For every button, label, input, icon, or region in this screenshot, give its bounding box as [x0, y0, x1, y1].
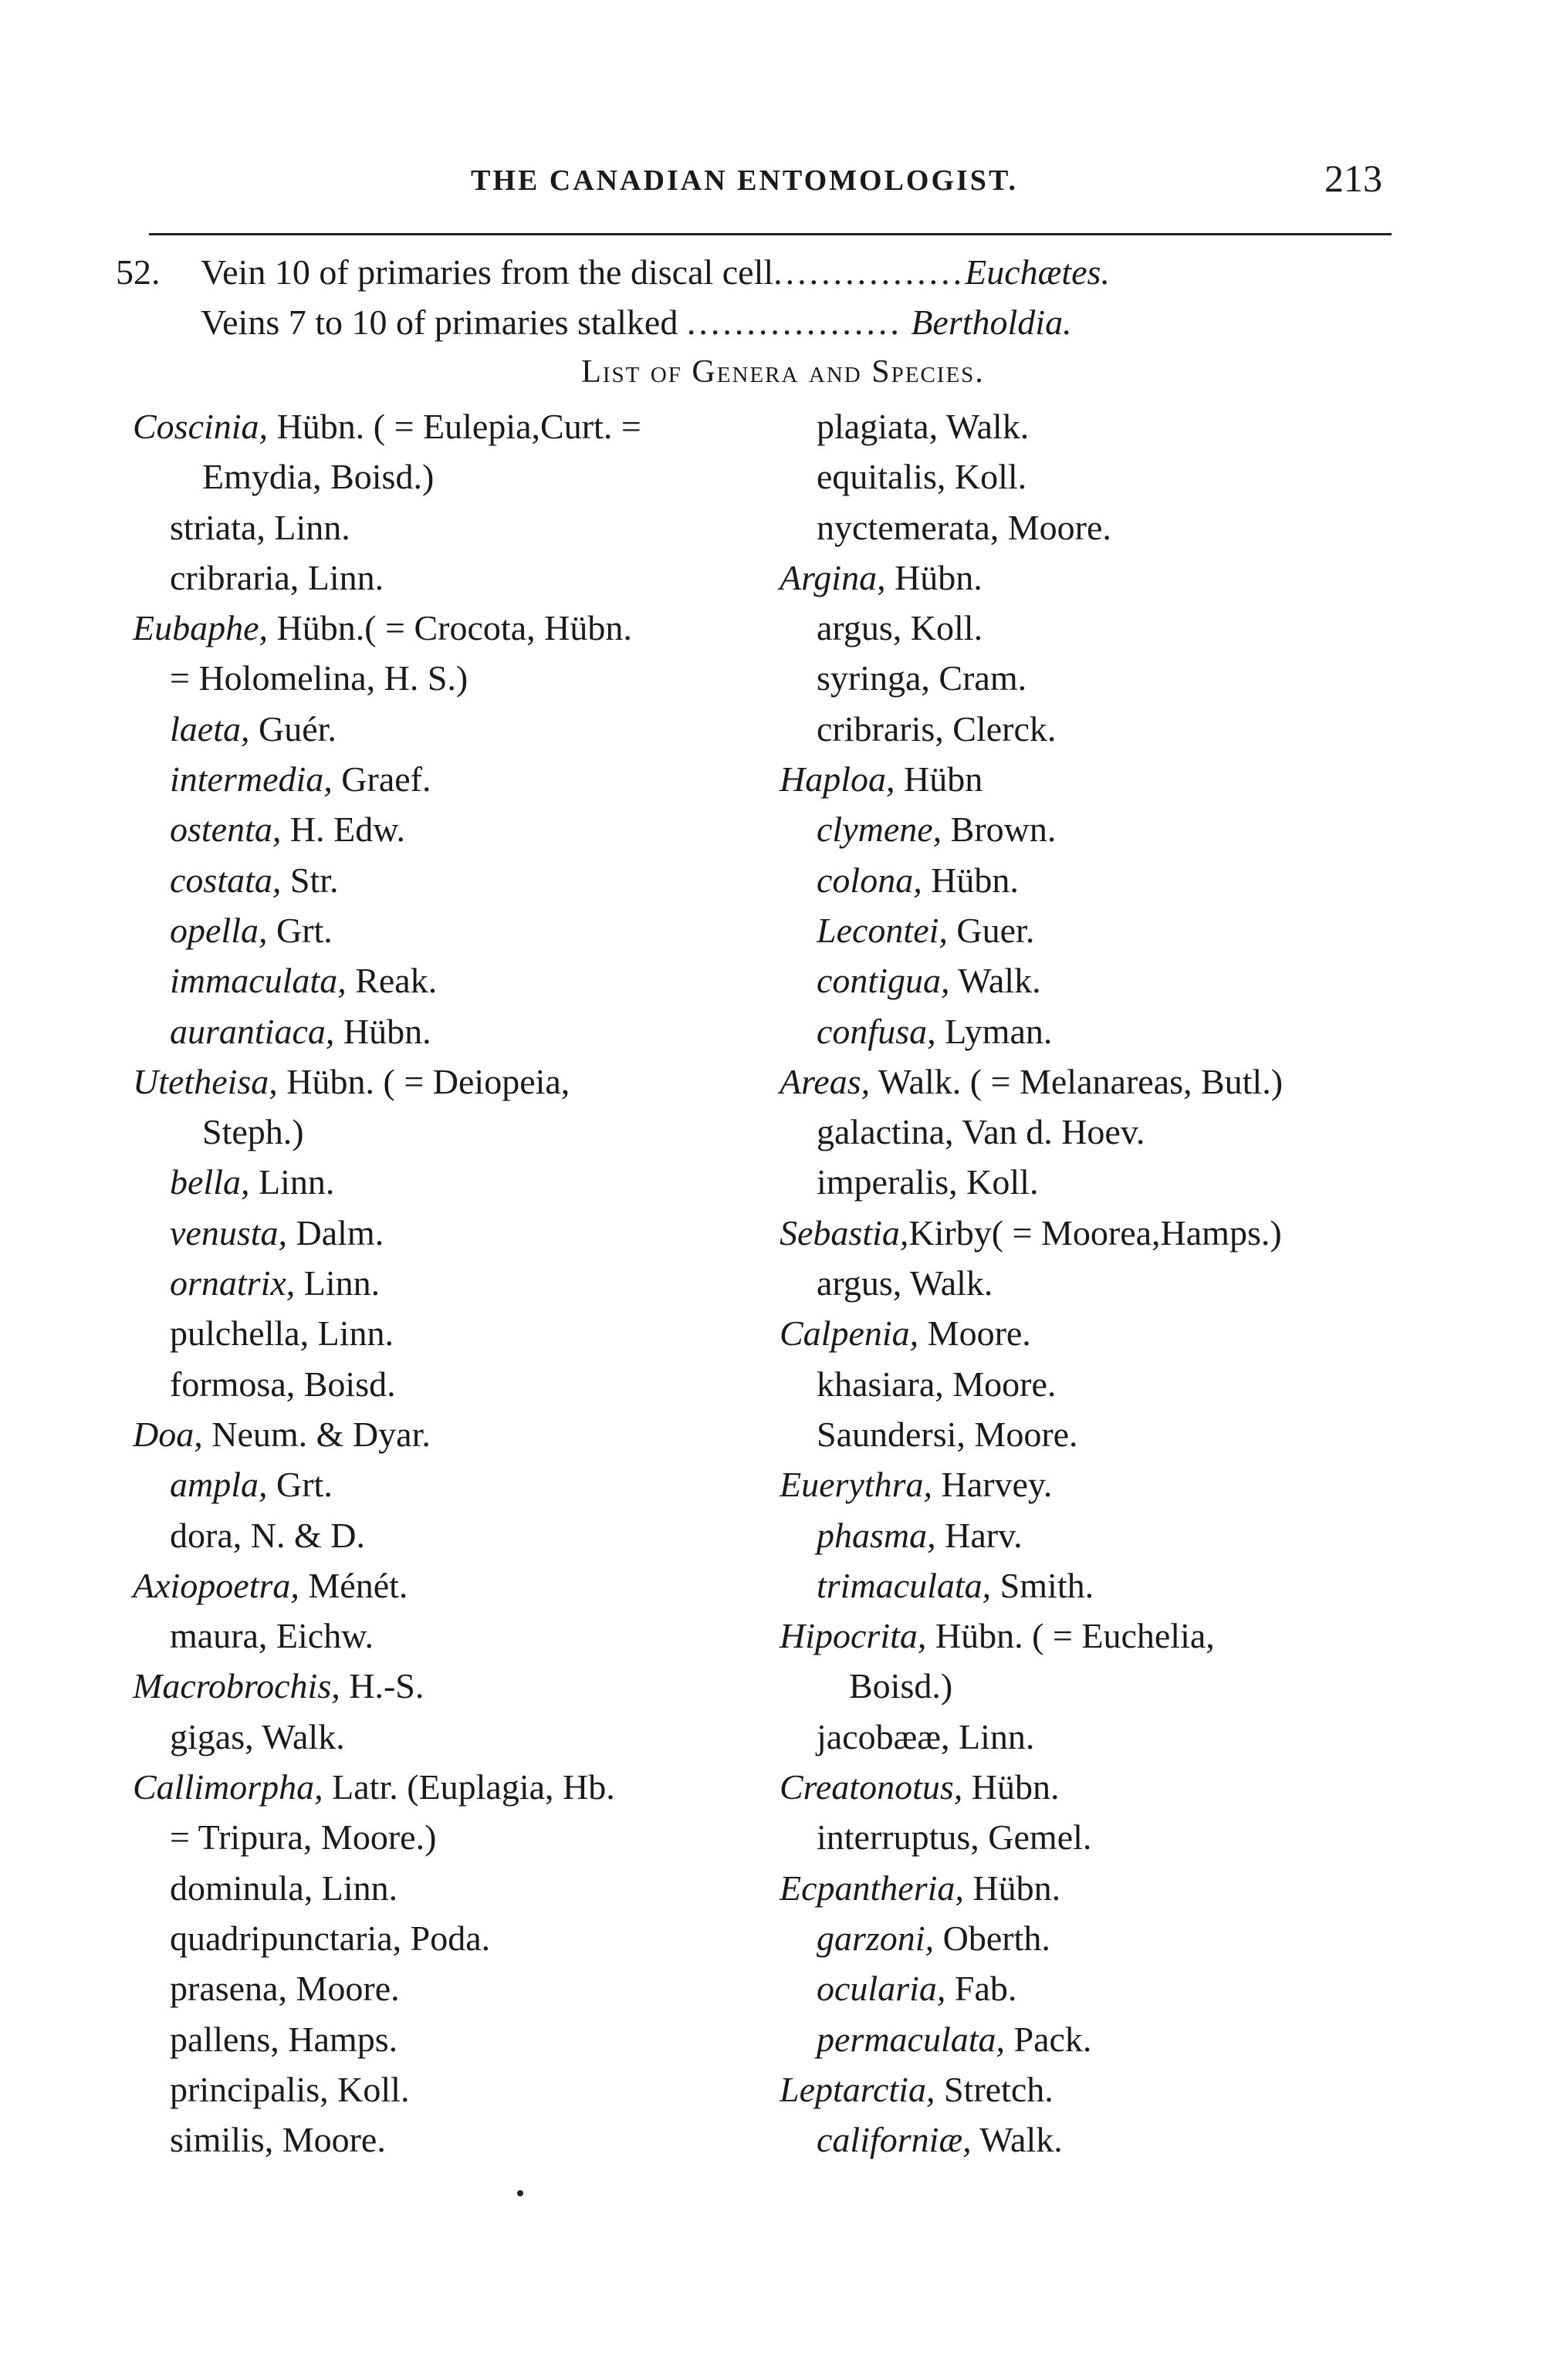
genus-entry	[133, 401, 812, 451]
taxon-name: intermedia,	[170, 759, 333, 800]
taxon-name: Creatonotus,	[780, 1767, 963, 1807]
taxon-name: phasma,	[817, 1515, 936, 1555]
taxon-name: Axiopoetra,	[133, 1565, 299, 1605]
species-entry	[133, 1157, 812, 1207]
species-entry	[780, 1510, 1474, 1560]
species-entry	[780, 905, 1474, 955]
taxon-name: Areas,	[780, 1061, 871, 1101]
species-entry	[780, 451, 1474, 502]
taxon-authority: pallens, Hamps.	[170, 2019, 398, 2059]
taxon-name: aurantiaca,	[170, 1011, 335, 1051]
taxon-name: colona,	[817, 860, 922, 900]
taxon-authority: = Tripura, Moore.)	[170, 1817, 437, 1858]
taxon-authority: Lyman.	[935, 1011, 1053, 1051]
taxon-authority: Grt.	[267, 1465, 333, 1505]
species-entry	[780, 704, 1474, 754]
species-entry	[780, 603, 1474, 653]
species-entry	[133, 855, 812, 905]
taxon-authority: interruptus, Gemel.	[817, 1817, 1092, 1858]
species-entry	[133, 2115, 812, 2165]
taxon-name: garzoni,	[817, 1918, 935, 1958]
taxon-authority: formosa, Boisd.	[170, 1364, 396, 1404]
running-head: THE CANADIAN ENTOMOLOGIST.	[471, 164, 1018, 197]
species-entry	[133, 1006, 812, 1056]
genus-entry	[780, 1208, 1474, 1258]
taxon-name: Doa,	[133, 1414, 203, 1454]
taxon-authority: plagiata, Walk.	[817, 407, 1030, 446]
taxon-authority: Harvey.	[932, 1465, 1053, 1505]
taxon-authority: argus, Koll.	[817, 608, 983, 648]
genus-entry	[133, 603, 812, 653]
taxon-name: Lecontei,	[817, 910, 948, 950]
taxon-authority: cribraria, Linn.	[170, 557, 384, 597]
species-entry	[780, 1409, 1474, 1459]
taxon-authority: pulchella, Linn.	[170, 1313, 394, 1354]
taxon-name: laeta,	[170, 708, 250, 749]
taxon-authority: Hübn.( = Crocota, Hübn.	[268, 608, 632, 648]
species-entry	[133, 1258, 812, 1308]
taxon-authority: dominula, Linn.	[170, 1868, 398, 1908]
taxon-name: Hipocrita,	[780, 1616, 927, 1656]
taxon-authority: Grt.	[267, 910, 333, 950]
taxon-authority: Neum. & Dyar.	[202, 1414, 431, 1454]
taxon-authority: Kirby( = Moorea,Hamps.)	[908, 1212, 1282, 1253]
taxon-authority: H. Edw.	[281, 810, 405, 850]
taxon-authority: cribraris, Clerck.	[817, 708, 1057, 749]
taxon-authority: galactina, Van d. Hoev.	[817, 1112, 1145, 1152]
species-entry	[133, 1712, 812, 1762]
species-entry	[780, 1560, 1474, 1611]
species-entry	[133, 1308, 812, 1358]
species-entry	[780, 1661, 1474, 1711]
taxon-name: Argina,	[780, 557, 886, 597]
taxon-name: Eubaphe,	[133, 608, 269, 648]
taxon-authority: Hübn. ( = Euchelia,	[926, 1616, 1215, 1656]
taxon-authority: equitalis, Koll.	[817, 457, 1027, 497]
taxon-authority: similis, Moore.	[170, 2120, 386, 2160]
species-entry	[780, 2014, 1474, 2064]
taxon-authority: H.-S.	[340, 1666, 424, 1706]
species-entry	[780, 1157, 1474, 1207]
taxon-authority: Pack.	[1005, 2019, 1092, 2059]
page-number: 213	[1324, 157, 1382, 200]
species-entry	[133, 1510, 812, 1560]
taxon-name: costata,	[170, 860, 282, 900]
taxon-authority: Linn.	[295, 1263, 381, 1303]
genus-entry	[133, 1762, 812, 1812]
species-entry	[780, 855, 1474, 905]
taxon-authority: Hübn.	[885, 557, 983, 597]
taxon-authority: syringa, Cram.	[817, 658, 1027, 698]
species-entry	[133, 754, 812, 804]
species-entry	[780, 1913, 1474, 1963]
taxon-name: Macrobrochis,	[133, 1666, 340, 1706]
species-entry	[133, 2064, 812, 2115]
species-entry	[780, 1006, 1474, 1056]
species-entry	[780, 1812, 1474, 1862]
species-entry	[133, 955, 812, 1006]
taxon-authority: Hübn.	[922, 860, 1019, 900]
taxon-name: ostenta,	[170, 810, 282, 850]
taxon-authority: nyctemerata, Moore.	[817, 507, 1111, 547]
genus-entry	[780, 1308, 1474, 1358]
taxon-name: ocularia,	[817, 1969, 946, 2009]
species-entry	[780, 1258, 1474, 1308]
taxon-name: ampla,	[170, 1465, 268, 1505]
taxon-name: Haploa,	[780, 759, 895, 800]
taxon-authority: Saundersi, Moore.	[817, 1414, 1078, 1454]
genus-entry	[780, 1459, 1474, 1509]
species-entry	[780, 401, 1474, 451]
species-entry	[133, 2014, 812, 2064]
list-heading: List of Genera and Species.	[581, 354, 985, 390]
taxon-name: clymene,	[817, 810, 942, 850]
taxon-name: trimaculata,	[817, 1565, 992, 1605]
species-entry	[133, 1459, 812, 1509]
taxon-authority: jacobææ, Linn.	[817, 1716, 1035, 1756]
taxon-name: californiæ,	[817, 2120, 972, 2160]
genus-entry	[780, 1611, 1474, 1661]
taxon-authority: Walk.	[949, 961, 1041, 1001]
species-entry	[133, 905, 812, 955]
species-entry	[133, 502, 812, 553]
genus-entry	[780, 553, 1474, 603]
taxon-authority: Steph.)	[202, 1112, 304, 1152]
genus-entry	[133, 1661, 812, 1711]
species-entry	[133, 451, 812, 502]
species-entry	[133, 1107, 812, 1157]
taxon-authority: khasiara, Moore.	[817, 1364, 1057, 1404]
species-entry	[133, 804, 812, 854]
taxon-authority: Latr. (Euplagia, Hb.	[323, 1767, 615, 1807]
species-entry	[133, 553, 812, 603]
taxon-name: immaculata,	[170, 961, 347, 1001]
taxon-name: permaculata,	[817, 2019, 1006, 2059]
key-leader: ..................	[686, 303, 902, 342]
taxon-name: Callimorpha,	[133, 1767, 323, 1807]
taxon-authority: Emydia, Boisd.)	[202, 457, 435, 497]
species-entry	[133, 1812, 812, 1862]
taxon-name: Ecpantheria,	[780, 1868, 964, 1908]
taxon-authority: striata, Linn.	[170, 507, 350, 547]
genus-entry	[780, 1762, 1474, 1812]
taxon-name: opella,	[170, 910, 268, 950]
taxon-authority: Hübn.	[962, 1767, 1060, 1807]
taxon-name: Euerythra,	[780, 1465, 933, 1505]
key-leader: ................	[773, 252, 966, 292]
taxon-name: contigua,	[817, 961, 950, 1001]
species-entry	[133, 1208, 812, 1258]
taxon-authority: principalis, Koll.	[170, 2069, 410, 2109]
taxon-authority: Reak.	[346, 961, 438, 1001]
left-column	[133, 401, 812, 2165]
taxon-authority: argus, Walk.	[817, 1263, 993, 1303]
taxon-authority: Linn.	[249, 1162, 335, 1202]
taxon-name: Utetheisa,	[133, 1061, 278, 1101]
taxon-authority: Guér.	[249, 708, 337, 749]
taxon-authority: Brown.	[942, 810, 1057, 850]
taxon-name: Coscinia,	[133, 407, 269, 446]
species-entry	[780, 1963, 1474, 2013]
taxon-authority: Guer.	[947, 910, 1035, 950]
genus-entry	[780, 2064, 1474, 2115]
species-entry	[133, 1963, 812, 2013]
taxon-authority: Hübn.	[334, 1011, 431, 1051]
taxon-authority: Stretch.	[935, 2069, 1054, 2109]
taxon-authority: gigas, Walk.	[170, 1716, 345, 1756]
species-entry	[780, 955, 1474, 1006]
taxon-authority: imperalis, Koll.	[817, 1162, 1039, 1202]
species-entry	[133, 1611, 812, 1661]
taxon-name: Calpenia,	[780, 1313, 919, 1354]
key-genus: Euchætes.	[965, 252, 1110, 292]
right-column	[780, 401, 1474, 2165]
taxon-name: confusa,	[817, 1011, 936, 1051]
key-genus: Bertholdia.	[911, 303, 1072, 342]
species-entry	[133, 1863, 812, 1913]
key-number: 52.	[116, 252, 161, 292]
species-entry	[780, 653, 1474, 703]
taxon-name: venusta,	[170, 1212, 288, 1253]
species-entry	[133, 704, 812, 754]
taxon-authority: maura, Eichw.	[170, 1616, 374, 1656]
genus-entry	[780, 1863, 1474, 1913]
genus-entry	[133, 1560, 812, 1611]
taxon-authority: Hübn	[895, 759, 983, 800]
genus-entry	[780, 754, 1474, 804]
taxon-authority: Dalm.	[287, 1212, 384, 1253]
taxon-authority: dora, N. & D.	[170, 1515, 365, 1555]
taxon-authority: Moore.	[918, 1313, 1031, 1354]
header-rule	[149, 233, 1392, 235]
taxon-authority: = Holomelina, H. S.)	[170, 658, 468, 698]
genus-entry	[133, 1409, 812, 1459]
key-line	[116, 252, 1110, 292]
print-speck	[517, 2190, 523, 2196]
species-entry	[780, 804, 1474, 854]
taxon-authority: quadripunctaria, Poda.	[170, 1918, 491, 1958]
genus-entry	[133, 1056, 812, 1107]
taxon-authority: Hübn. ( = Eulepia,Curt. =	[268, 407, 641, 446]
taxon-authority: Walk.	[971, 2120, 1063, 2160]
taxon-authority: prasena, Moore.	[170, 1969, 400, 2009]
taxon-authority: Harv.	[935, 1515, 1023, 1555]
species-entry	[133, 1359, 812, 1409]
genus-entry	[780, 1056, 1474, 1107]
taxon-authority: Walk. ( = Melanareas, Butl.)	[870, 1061, 1284, 1101]
taxon-authority: Fab.	[945, 1969, 1017, 2009]
taxon-authority: Smith.	[991, 1565, 1094, 1605]
taxon-name: ornatrix,	[170, 1263, 296, 1303]
species-entry	[780, 1359, 1474, 1409]
taxon-authority: Hübn.	[963, 1868, 1061, 1908]
key-text: Veins 7 to 10 of primaries stalked	[201, 303, 678, 342]
species-entry	[780, 1107, 1474, 1157]
taxon-authority: Hübn. ( = Deiopeia,	[277, 1061, 570, 1101]
species-entry	[780, 1712, 1474, 1762]
species-entry	[133, 1913, 812, 1963]
taxon-authority: Oberth.	[934, 1918, 1050, 1958]
taxon-name: Sebastia,	[780, 1212, 909, 1253]
taxon-name: Leptarctia,	[780, 2069, 935, 2109]
taxon-authority: Boisd.)	[849, 1666, 953, 1706]
species-entry	[780, 2115, 1474, 2165]
key-text: Vein 10 of primaries from the discal cell	[201, 252, 774, 292]
taxon-name: bella,	[170, 1162, 250, 1202]
taxon-authority: Str.	[281, 860, 339, 900]
species-entry	[780, 502, 1474, 553]
taxon-authority: Ménét.	[299, 1565, 408, 1605]
taxon-authority: Graef.	[332, 759, 431, 800]
species-entry	[133, 653, 812, 703]
key-line	[201, 302, 1072, 343]
